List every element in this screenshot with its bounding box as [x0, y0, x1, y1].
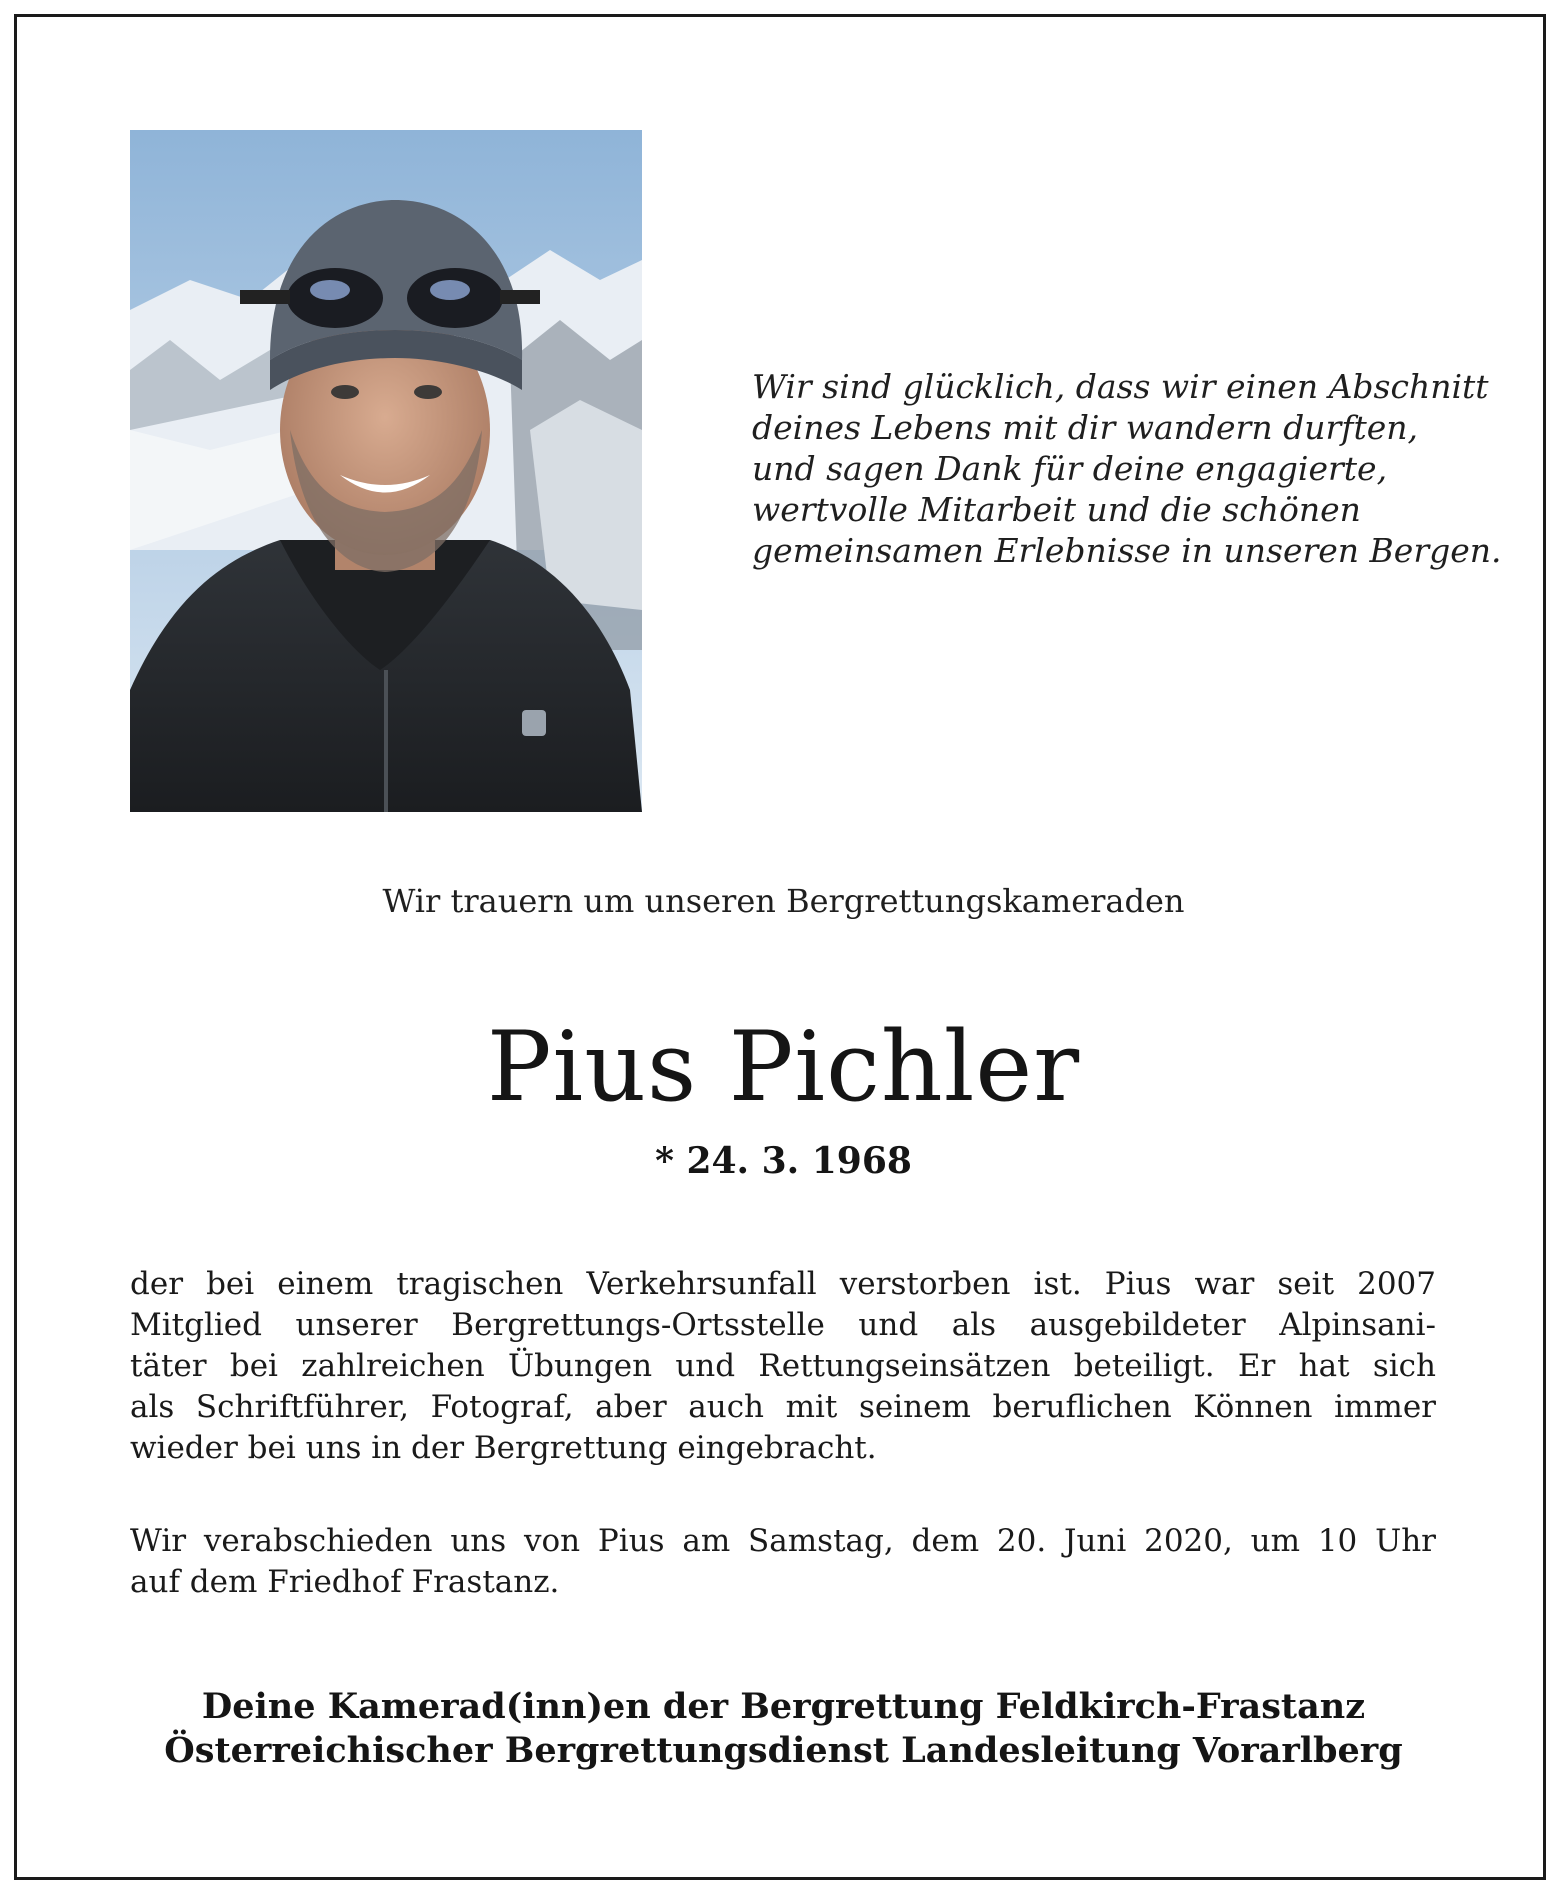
signature-line-1: Deine Kamerad(inn)en der Bergrettung Feldkirch-Frastanz [201, 1686, 1366, 1727]
quote-line: wertvolle Mitarbeit und die schönen [752, 490, 1361, 529]
intro-line: Wir trauern um unseren Bergrettungskameraden [382, 882, 1185, 920]
paragraph-line: auf dem Friedhof Frastanz. [130, 1564, 560, 1600]
paragraph-line: Wir verabschieden uns von Pius am Samstag, dem 20. Juni 2020, um 10 Uhr [130, 1523, 1436, 1559]
portrait-photo [130, 130, 642, 812]
paragraph-line: als Schriftführer, Fotograf, aber auch mit seinem beruflichen Können immer [130, 1389, 1436, 1425]
funeral-info-paragraph [130, 1521, 1436, 1603]
deceased-name: Pius Pichler [486, 1011, 1081, 1123]
quote-line: deines Lebens mit dir wandern durften, [752, 408, 1418, 447]
paragraph-line: wieder bei uns in der Bergrettung eingebracht. [130, 1430, 877, 1466]
paragraph-line: Mitglied unserer Bergrettungs-Ortsstelle und als ausgebildeter Alpinsani- [130, 1307, 1436, 1343]
paragraph-line: täter bei zahlreichen Übungen und Rettungseinsätzen beteiligt. Er hat sich [130, 1348, 1436, 1384]
obituary-paragraph [130, 1264, 1436, 1469]
quote-line: Wir sind glücklich, dass wir einen Abschnitt [752, 367, 1489, 406]
memorial-quote [752, 366, 1512, 571]
signature-line-2: Österreichischer Bergrettungsdienst Landesleitung Vorarlberg [164, 1730, 1403, 1771]
quote-line: gemeinsamen Erlebnisse in unseren Bergen. [752, 531, 1502, 570]
paragraph-line: der bei einem tragischen Verkehrsunfall verstorben ist. Pius war seit 2007 [130, 1266, 1436, 1302]
birth-date: * 24. 3. 1968 [655, 1140, 912, 1182]
quote-line: und sagen Dank für deine engagierte, [752, 449, 1388, 488]
